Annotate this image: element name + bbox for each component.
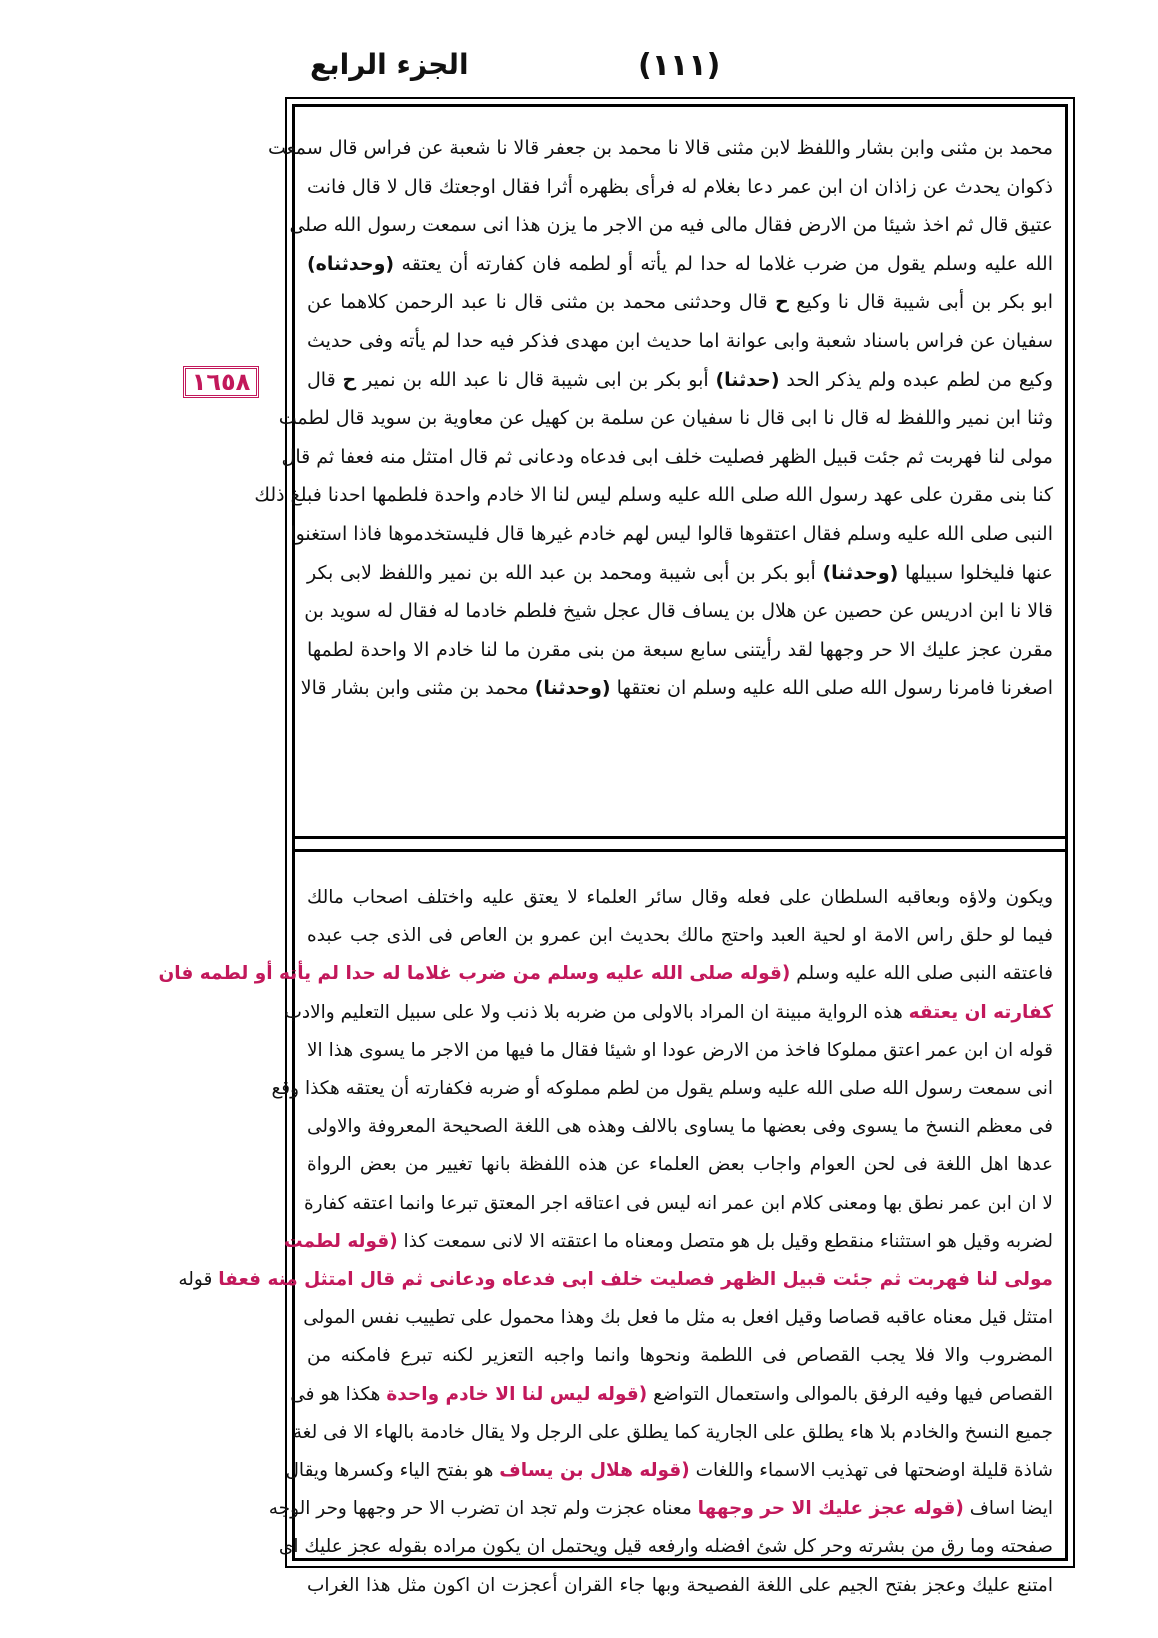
text-segment: عدها اهل اللغة فى لحن العوام واجاب بعض العلماء عن هذه اللفظة بانها تغيير من بعض الرواة	[307, 1154, 1053, 1176]
volume-label: الجزء الرابع	[310, 48, 469, 81]
text-segment: فى معظم النسخ ما يسوى وفى بعضها ما يساوى بالالف وهذه هى اللغة الصحيحة المعروفة والاولى	[307, 1116, 1053, 1138]
text-segment: المضروب والا فلا يجب القصاص فى اللطمة ونحوها وانما واجبه التعزير لكنه تبرع فامكنه من	[307, 1345, 1053, 1367]
commentary-line	[278, 1528, 1053, 1566]
hadith-line	[307, 168, 1053, 207]
commentary-line	[268, 1490, 1053, 1528]
hadith-line	[289, 206, 1053, 245]
hadith-line	[307, 554, 1053, 593]
text-segment: فيما لو حلق راس الامة او لحية العبد واحتج مالك بحديث ابن عمرو بن العاص فى الذى جب عبده	[307, 925, 1053, 947]
commentary-line	[307, 1146, 1053, 1184]
commentary-line	[307, 1032, 1053, 1070]
panel-divider	[295, 836, 1065, 852]
hadith-line	[304, 592, 1053, 631]
narration-marker: (وحدثناه)	[307, 252, 395, 275]
text-segment: صفحته وما رق من بشرته وحر كل شئ افضله وارفعه قيل ويحتمل ان يكون مراده بقوله عجز عليك اى	[278, 1536, 1053, 1558]
text-segment: اصغرنا فامرنا رسول الله صلى الله عليه وسلم ان نعتقها	[610, 677, 1053, 700]
narration-marker: ح	[775, 291, 789, 314]
hadith-line	[290, 515, 1053, 554]
text-segment: وكيع من لطم عبده ولم يذكر الحد	[779, 368, 1053, 391]
text-segment: قالا نا ابن ادريس عن حصين عن هلال بن يساف قال عجل شيخ فلطم خادما له فقال له سويد بن	[304, 600, 1053, 623]
text-segment: هكذا هو فى	[290, 1383, 387, 1405]
commentary-panel	[158, 879, 1053, 1596]
quoted-phrase: (قوله ليس لنا الا خادم واحدة	[386, 1383, 648, 1405]
text-segment: فاعتقه النبى صلى الله عليه وسلم	[790, 963, 1053, 985]
text-segment: لا ان ابن عمر نطق بها ومعنى كلام ابن عمر انه ليس فى اعتاقه اجر المعتق تبرعا وانما اعتقه كفارة	[303, 1192, 1053, 1214]
hadith-line	[267, 129, 1053, 168]
text-segment: امتنع عليك وعجز بفتح الجيم على اللغة الفصيحة وبها جاء القران أعجزت ان اكون مثل هذا الغراب	[307, 1574, 1053, 1596]
commentary-line	[284, 994, 1053, 1032]
text-segment: ويكون ولاؤه وبعاقبه السلطان على فعله وقال سائر العلماء لا يعتق عليه واختلف اصحاب مالك	[307, 887, 1053, 908]
text-segment: محمد بن مثنى وابن بشار واللفظ لابن مثنى قالا نا محمد بن جعفر قالا نا شعبة عن فراس قال سمعت	[267, 137, 1053, 159]
commentary-line	[290, 1376, 1053, 1414]
narration-marker: (حدثنا)	[715, 368, 780, 391]
text-segment: أبو بكر بن ابى شيبة قال نا عبد الله بن نمير	[356, 368, 716, 391]
quoted-phrase: كفارته ان يعتقه	[908, 1001, 1053, 1023]
text-segment: قوله ان ابن عمر اعتق مملوكا فاخذ من الارض عودا او شيئا فقال ما فيها من الاجر ما يسوى هذا الا	[307, 1039, 1053, 1061]
text-segment: امتثل قيل معناه عاقبه قصاصا وقيل افعل به مثل ما فعل بك وهذا محمول على تطييب نفس المولى	[303, 1307, 1053, 1329]
text-segment: لضربه وقيل هو استثناء منقطع وقيل بل هو متصل ومعناه ما اعتقته الا لانى سمعت كذا	[397, 1230, 1053, 1252]
text-segment: هذه الرواية مبينة ان المراد بالاولى من ضربه بلا ذنب ولا على سبيل التعليم والادب	[284, 1001, 909, 1023]
text-segment: الله عليه وسلم يقول من ضرب غلاما له حدا لم يأته أو لطمه فان كفارته أن يعتقه	[394, 252, 1053, 275]
text-segment: مولى لنا فهربت ثم جئت قبيل الظهر فصليت خلف ابى فدعاه ودعانى ثم قال امتثل منه فعفا ثم قال	[281, 445, 1053, 468]
quoted-phrase: (قوله هلال بن يساف	[499, 1460, 690, 1482]
text-segment: هو بفتح الياء وكسرها ويقال	[285, 1460, 500, 1482]
hadith-line	[281, 438, 1053, 477]
commentary-line	[307, 917, 1053, 955]
text-segment: محمد بن مثنى وابن بشار قالا	[300, 677, 535, 700]
text-segment: كنا بنى مقرن على عهد رسول الله صلى الله عليه وسلم ليس لنا الا خادم واحدة فلطمها احدنا فبلغ ذلك	[254, 484, 1053, 507]
commentary-line	[178, 1261, 1053, 1299]
commentary-line	[307, 879, 1053, 917]
text-segment: قوله	[178, 1269, 219, 1291]
text-segment: أبو بكر بن أبى شيبة ومحمد بن عبد الله بن نمير واللفظ لابى بكر	[307, 561, 823, 584]
text-segment: قال وحدثنى محمد بن مثنى قال نا عبد الرحمن كلاهما عن	[307, 291, 776, 314]
commentary-line	[307, 1337, 1053, 1375]
commentary-line	[307, 1108, 1053, 1146]
hadith-line	[278, 399, 1053, 438]
commentary-line	[303, 1185, 1053, 1223]
text-segment: ايضا اساف	[963, 1498, 1053, 1520]
text-segment: النبى صلى الله عليه وسلم فقال اعتقوها قالوا ليس لهم خادم غيرها قال فليستخدموها فاذا استغنوا	[290, 522, 1053, 545]
hadith-line	[307, 245, 1053, 284]
text-segment: ذكوان يحدث عن زاذان ان ابن عمر دعا بغلام له فرأى بظهره أثرا فقال اوجعتك قال لا قال فانت	[307, 175, 1053, 198]
commentary-line	[307, 1567, 1053, 1605]
hadith-number-badge: ١٦٥٨	[183, 366, 259, 398]
commentary-line	[271, 1070, 1053, 1108]
page-header	[280, 48, 1080, 98]
hadith-line	[254, 476, 1053, 515]
quoted-phrase: مولى لنا فهربت ثم جئت قبيل الظهر فصليت خلف ابى فدعاه ودعانى ثم قال امتثل منه فعفا	[218, 1269, 1053, 1291]
text-segment: جميع النسخ والخادم بلا هاء يطلق على الجارية كما يطلق على الرجل ولا يقال خادمة بالهاء الا فى لغة	[292, 1421, 1053, 1443]
commentary-line	[285, 1452, 1053, 1490]
hadith-line	[307, 283, 1053, 322]
narration-marker: ح	[342, 368, 357, 391]
narration-marker: (وحدثنا)	[534, 677, 611, 700]
hadith-line	[307, 322, 1053, 361]
commentary-line	[303, 1299, 1053, 1337]
text-segment: مقرن عجز عليك الا حر وجهها لقد رأيتنى سابع سبعة من بنى مقرن ما لنا خادم الا واحدة لطمها	[307, 638, 1053, 661]
quoted-phrase: (قوله عجز عليك الا حر وجهها	[697, 1498, 964, 1520]
commentary-line	[158, 955, 1053, 993]
narration-marker: (وحدثنا)	[822, 561, 899, 584]
quoted-phrase: (قوله صلى الله عليه وسلم من ضرب غلاما له حدا لم يأته أو لطمه فان	[158, 963, 791, 985]
text-segment: قال	[307, 368, 343, 391]
hadith-line	[307, 631, 1053, 670]
hadith-line	[307, 361, 1053, 400]
text-segment: ابو بكر بن أبى شيبة قال نا وكيع	[788, 291, 1053, 314]
text-segment: معناه عجزت ولم تجد ان تضرب الا حر وجهها وحر الوجه	[268, 1498, 698, 1520]
commentary-line	[283, 1223, 1053, 1261]
hadith-text-panel	[254, 129, 1053, 829]
text-segment: سفيان عن فراس باسناد شعبة وابى عوانة اما حديث ابن مهدى فذكر فيه حدا لم يأته وفى حديث	[307, 329, 1053, 352]
text-segment: القصاص فيها وفيه الرفق بالموالى واستعمال التواضع	[647, 1383, 1053, 1405]
text-segment: وثنا ابن نمير واللفظ له قال نا ابى قال نا سفيان عن سلمة بن كهيل عن معاوية بن سويد قال لطمت	[278, 407, 1053, 430]
hadith-line	[300, 669, 1053, 708]
quoted-phrase: (قوله لطمت	[283, 1230, 398, 1252]
text-segment: انى سمعت رسول الله صلى الله عليه وسلم يقول من لطم مملوكه أو ضربه فكفارته أن يعتقه هكذا وقع	[271, 1078, 1053, 1100]
commentary-line	[292, 1414, 1053, 1452]
text-segment: عتيق قال ثم اخذ شيئا من الارض فقال مالى فيه من الاجر ما يزن هذا انى سمعت رسول الله صلى	[289, 214, 1053, 237]
text-segment: عنها فليخلوا سبيلها	[898, 561, 1053, 584]
page-number: (١١١)	[638, 48, 721, 83]
text-segment: شاذة قليلة اوضحتها فى تهذيب الاسماء واللغات	[689, 1460, 1053, 1482]
